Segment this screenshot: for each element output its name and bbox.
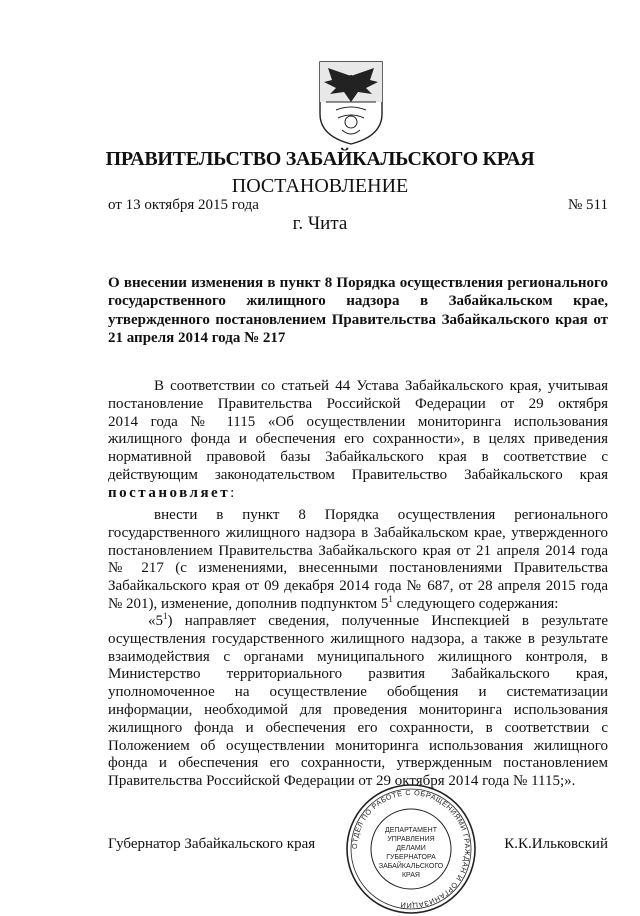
resolves-line [108, 485, 608, 503]
preamble-line: нормативной правовой базы Забайкальского края в соответствие с [108, 449, 608, 466]
clause-number: «5 [148, 613, 163, 629]
document-type: ПОСТАНОВЛЕНИЕ [231, 175, 409, 197]
stamp-line: ГУБЕРНАТОРА [386, 854, 436, 861]
preamble-line: В соответствии со статьей 44 Устава Забайкальского края, учитывая [154, 378, 608, 394]
resolves-colon: : [230, 484, 235, 501]
decision-text: следующего содержания: [392, 595, 559, 612]
subject-line: 21 апреля 2014 года № 217 [108, 329, 286, 346]
preamble-line: действующим законодательством Правительство Забайкальского края [108, 466, 608, 483]
inserted-line: Положением об осуществлении мониторинга использования жилищного [108, 737, 608, 754]
decision-line: Забайкальского края от 09 декабря 2014 года № 687, от 28 апреля 2015 года [108, 578, 608, 595]
signatory-name: К.К.Ильковский [504, 836, 608, 852]
document-subject [108, 274, 608, 347]
resolves-word: постановляет [108, 484, 231, 501]
stamp-line: УПРАВЛЕНИЯ [387, 836, 435, 843]
inserted-line: информации, необходимой для проведения мониторинга использования [108, 701, 608, 718]
decision-text: № 201), изменение, дополнив подпунктом 5 [108, 595, 389, 612]
inserted-line: осуществления государственного жилищного надзора, а также в результате [108, 630, 608, 647]
preamble-line: постановление Правительства Российской Федерации от 29 октября [108, 395, 608, 412]
decision-line [108, 593, 608, 614]
inserted-line: фонда и обеспечения его сохранности, утвержденным постановлением [108, 755, 608, 772]
inserted-line: Правительства Российской Федерации от 29 октября 2014 года № 1115;». [108, 773, 576, 790]
official-stamp [344, 782, 478, 916]
clause-text: ) направляет сведения, полученные Инспекцией в результате [167, 613, 608, 629]
stamp-ring-text: ОТДЕЛ ПО РАБОТЕ С ОБРАЩЕНИЯМИ ГРАЖДАН И ОРГАНИЗАЦИЙ [349, 787, 473, 911]
preamble-paragraph [108, 378, 608, 503]
preamble-line: 2014 года № 1115 «Об осуществлении мониторинга использования [108, 413, 608, 430]
decision-line: внести в пункт 8 Порядка осуществления регионального [154, 507, 608, 523]
coat-of-arms-emblem [316, 58, 386, 146]
stamp-line: ЗАБАЙКАЛЬСКОГО [378, 863, 444, 870]
decision-line: государственного жилищного надзора в Забайкальском крае, утвержденного [108, 524, 608, 541]
decision-line: постановлением Правительства Забайкальского края от 21 апреля 2014 года [108, 542, 608, 559]
document-city: г. Чита [292, 213, 348, 234]
government-title: ПРАВИТЕЛЬСТВО ЗАБАЙКАЛЬСКОГО КРАЯ [105, 148, 535, 170]
decision-line: № 217 (с изменениями, внесенными постановлениями Правительства [108, 560, 608, 577]
superscript: 1 [163, 611, 168, 621]
inserted-line: уполномоченное на осуществление обобщения и систематизации [108, 684, 608, 701]
superscript: 1 [388, 593, 393, 604]
document-number: № 511 [567, 197, 608, 213]
decision-paragraph [108, 507, 608, 614]
subject-line: О внесении изменения в пункт 8 Порядка осуществления регионального [108, 275, 608, 291]
stamp-line: ДЕЛАМИ [396, 845, 426, 852]
inserted-line: Министерство территориального развития Забайкальского края, [108, 666, 608, 683]
inserted-line: жилищного фонда и обеспечения его сохранности, в соответствии с [108, 719, 608, 736]
preamble-line: жилищного фонда и обеспечения его сохранности», в целях приведения [108, 431, 608, 448]
inserted-line: взаимодействия с органами муниципального жилищного контроля, в [108, 648, 608, 665]
stamp-line: КРАЯ [401, 872, 421, 879]
subject-line: государственного жилищного надзора в Забайкальском крае, [108, 293, 608, 310]
inserted-line [108, 613, 608, 631]
inserted-subclause [108, 613, 608, 791]
stamp-line: ДЕПАРТАМЕНТ [384, 827, 438, 834]
subject-line: утвержденного постановлением Правительства Забайкальского края от [108, 311, 608, 328]
document-date: от 13 октября 2015 года [108, 197, 259, 213]
signatory-position: Губернатор Забайкальского края [108, 836, 316, 852]
